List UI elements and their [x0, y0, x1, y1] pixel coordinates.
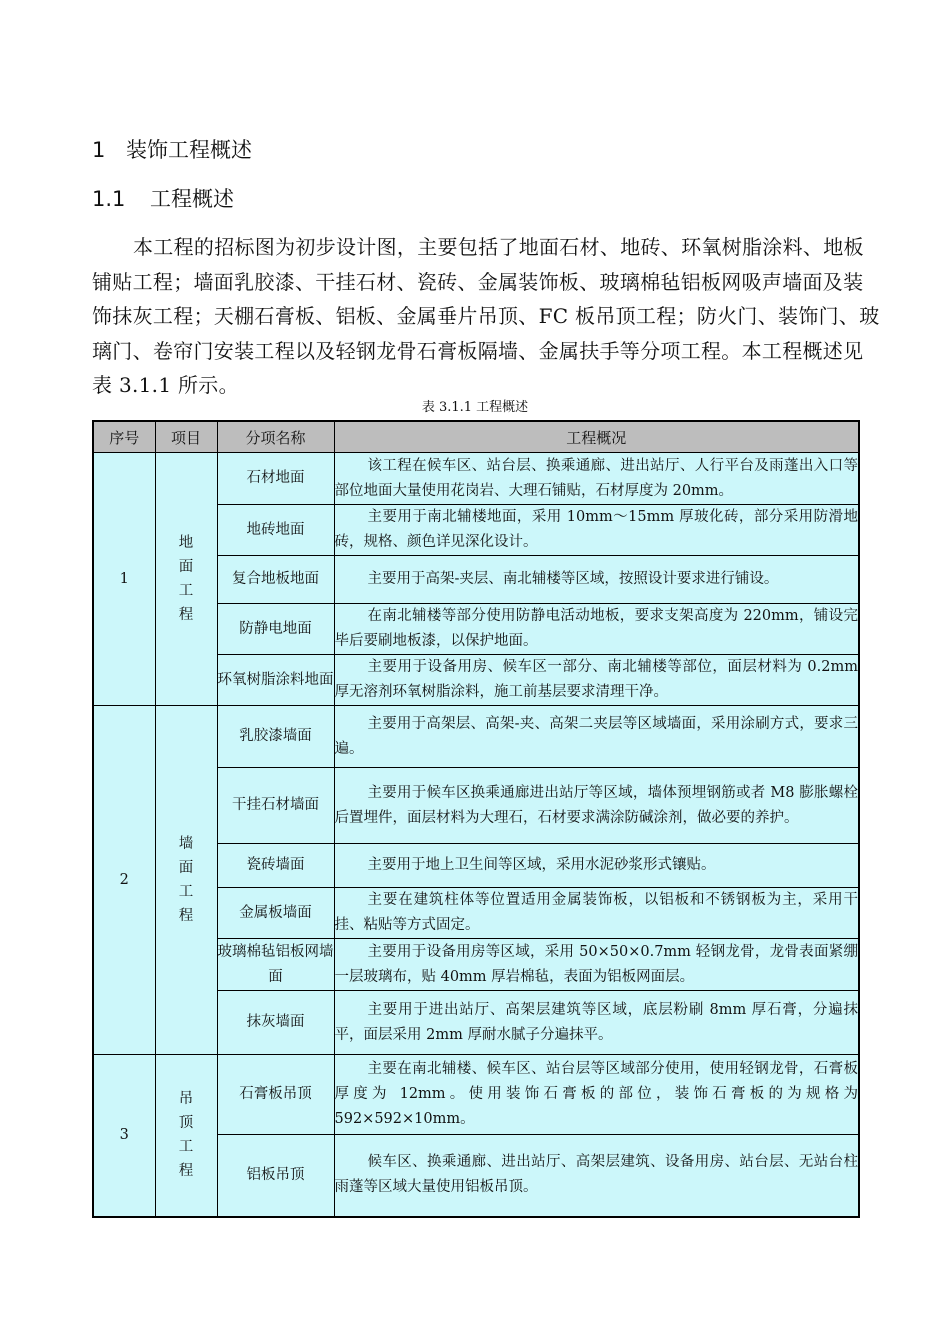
item-description: 主要用于设备用房、候车区一部分、南北辅楼等部位，面层材料为 0.2mm 厚无溶剂环氧树脂涂料，施工前基层要求清理干净。	[334, 655, 859, 706]
section-title: 装饰工程概述	[126, 138, 252, 162]
header-index: 序号	[93, 421, 155, 453]
table-row	[93, 1055, 859, 1135]
group-category: 墙 面 工 程	[155, 706, 217, 1055]
item-name: 抹灰墙面	[217, 991, 334, 1055]
item-description: 主要用于候车区换乘通廊进出站厅等区域，墙体预埋钢筋或者 M8 膨胀螺栓后置埋件，面层材料为大理石，石材要求满涂防碱涂剂，做必要的养护。	[334, 768, 859, 844]
table-row	[93, 706, 859, 768]
subsection-number: 1.1	[92, 187, 126, 211]
item-name: 瓷砖墙面	[217, 844, 334, 888]
project-overview-table	[92, 420, 860, 1218]
item-description: 主要在南北辅楼、候车区、站台层等区域部分使用，使用轻钢龙骨，石膏板厚度为 12mm。使用装饰石膏板的部位，装饰石膏板的为规格为 592×592×10mm。	[334, 1055, 859, 1135]
item-description: 候车区、换乘通廊、进出站厅、高架层建筑、设备用房、站台层、无站台柱雨蓬等区域大量使用铝板吊顶。	[334, 1135, 859, 1217]
item-name: 金属板墙面	[217, 888, 334, 939]
item-name: 石材地面	[217, 453, 334, 505]
item-name: 乳胶漆墙面	[217, 706, 334, 768]
table-caption: 表 3.1.1 工程概述	[421, 400, 529, 415]
group-category: 地 面 工 程	[155, 453, 217, 706]
section-heading	[92, 134, 252, 164]
group-index: 2	[93, 706, 155, 1055]
item-name: 干挂石材墙面	[217, 768, 334, 844]
item-description: 该工程在候车区、站台层、换乘通廊、进出站厅、人行平台及雨蓬出入口等部位地面大量使用花岗岩、大理石铺贴，石材厚度为 20mm。	[334, 453, 859, 505]
item-description: 主要用于高架-夹层、南北辅楼等区域，按照设计要求进行铺设。	[334, 556, 859, 604]
intro-paragraph: 本工程的招标图为初步设计图，主要包括了地面石材、地砖、环氧树脂涂料、地板铺贴工程；墙面乳胶漆、干挂石材、瓷砖、金属装饰板、玻璃棉毡铝板网吸声墙面及装饰抹灰工程；天棚石膏板、铝板、金属垂片吊顶、FC 板吊顶工程；防火门、装饰门、玻璃门、卷帘门安装工程以及轻钢龙骨石膏板隔墙、金属扶手等分项工程。本工程概述见表 3.1.1 所示。	[92, 235, 880, 397]
group-index: 3	[93, 1055, 155, 1217]
section-number: 1	[92, 138, 106, 162]
item-description: 主要用于高架层、高架-夹、高架二夹层等区域墙面，采用涂刷方式，要求三遍。	[334, 706, 859, 768]
header-description: 工程概况	[334, 421, 859, 453]
item-name: 防静电地面	[217, 604, 334, 655]
item-name: 石膏板吊顶	[217, 1055, 334, 1135]
item-name: 玻璃棉毡铝板网墙面	[217, 939, 334, 991]
item-name: 铝板吊顶	[217, 1135, 334, 1217]
header-category: 项目	[155, 421, 217, 453]
item-description: 主要用于设备用房等区域，采用 50×50×0.7mm 轻钢龙骨，龙骨表面紧绷一层玻璃布，贴 40mm 厚岩棉毡，表面为铝板网面层。	[334, 939, 859, 991]
header-item-name: 分项名称	[217, 421, 334, 453]
item-name: 环氧树脂涂料地面	[217, 655, 334, 706]
table-header-row	[93, 421, 859, 453]
group-category: 吊 顶 工 程	[155, 1055, 217, 1217]
subsection-title: 工程概述	[150, 187, 234, 211]
table-row	[93, 453, 859, 505]
item-description: 主要用于南北辅楼地面，采用 10mm～15mm 厚玻化砖，部分采用防滑地砖，规格、颜色详见深化设计。	[334, 505, 859, 556]
item-description: 主要用于地上卫生间等区域，采用水泥砂浆形式镶贴。	[334, 844, 859, 888]
item-description: 主要用于进出站厅、高架层建筑等区域，底层粉刷 8mm 厚石膏，分遍抹平，面层采用 2mm 厚耐水腻子分遍抹平。	[334, 991, 859, 1055]
item-name: 复合地板地面	[217, 556, 334, 604]
group-index: 1	[93, 453, 155, 706]
item-description: 在南北辅楼等部分使用防静电活动地板，要求支架高度为 220mm，铺设完毕后要刷地板漆，以保护地面。	[334, 604, 859, 655]
item-description: 主要在建筑柱体等位置适用金属装饰板，以铝板和不锈钢板为主，采用干挂、粘贴等方式固定。	[334, 888, 859, 939]
item-name: 地砖地面	[217, 505, 334, 556]
subsection-heading	[92, 183, 234, 213]
